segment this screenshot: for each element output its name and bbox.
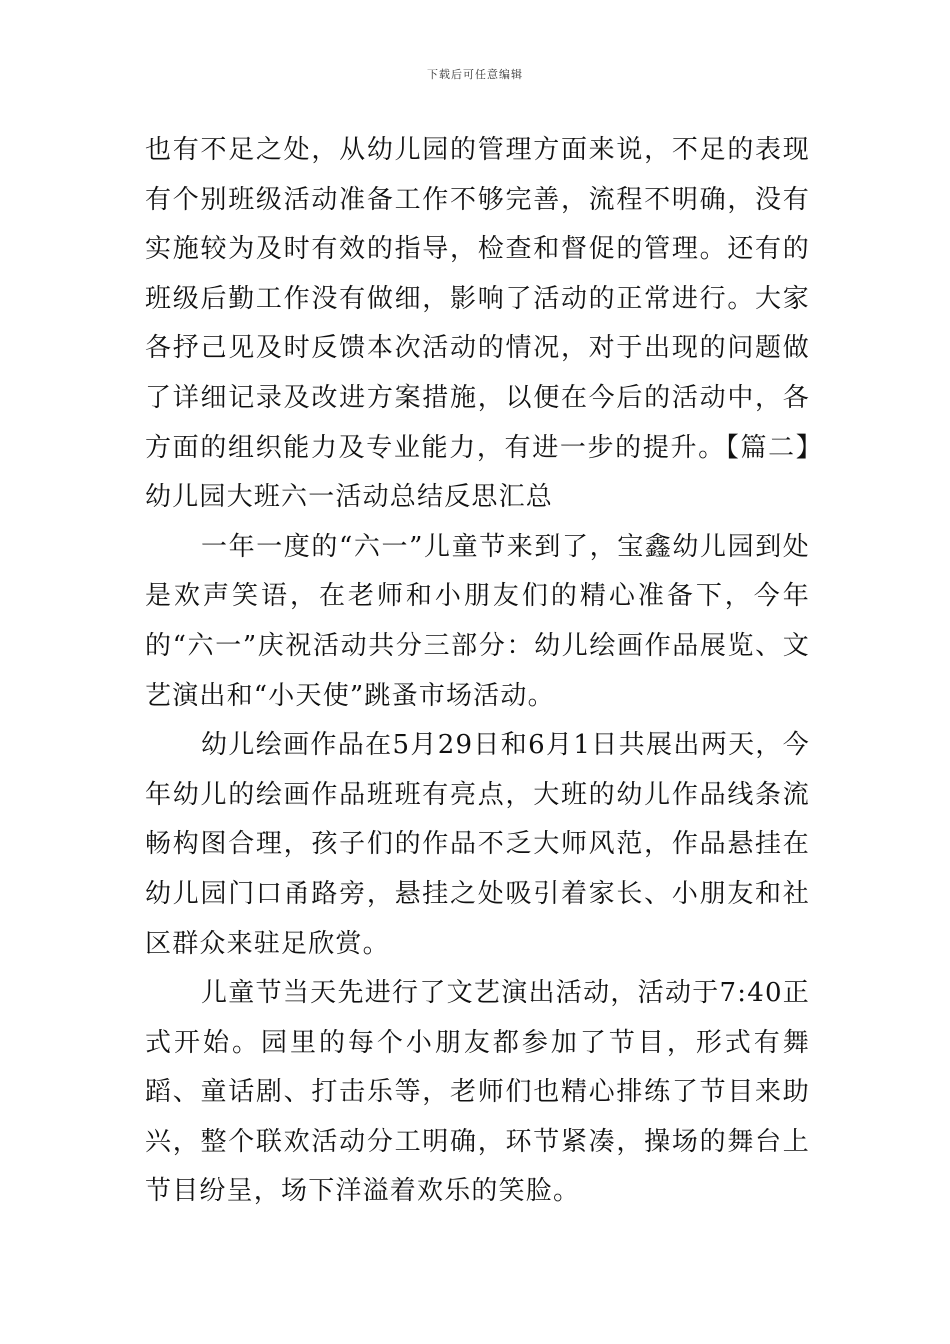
paragraph-childrens-day-intro: 一年一度的“六一”儿童节来到了，宝鑫幼儿园到处是欢声笑语，在老师和小朋友们的精心准备下，今年的“六一”庆祝活动共分三部分：幼儿绘画作品展览、文艺演出和“小天使”跳蚤市场活动。 (145, 531, 810, 711)
paragraph-art-exhibition: 幼儿绘画作品在5月29日和6月1日共展出两天，今年幼儿的绘画作品班班有亮点，大班的幼儿作品线条流畅构图合理，孩子们的作品不乏大师风范，作品悬挂在幼儿园门口甬路旁，悬挂之处吸引着家长、小朋友和社区群众来驻足欣赏。 (145, 730, 810, 959)
page-header-note: 下载后可任意编辑 (427, 68, 523, 81)
paragraph-performance: 儿童节当天先进行了文艺演出活动，活动于7:40正式开始。园里的每个小朋友都参加了节目，形式有舞蹈、童话剧、打击乐等，老师们也精心排练了节目来助兴，整个联欢活动分工明确，环节紧凑，操场的舞台上节目纷呈，场下洋溢着欢乐的笑脸。 (145, 978, 810, 1207)
paragraph-continuation: 也有不足之处，从幼儿园的管理方面来说，不足的表现有个别班级活动准备工作不够完善，流程不明确，没有实施较为及时有效的指导，检查和督促的管理。还有的班级后勤工作没有做细，影响了活动的正常进行。大家各抒己见及时反馈本次活动的情况，对于出现的问题做了详细记录及改进方案措施，以便在今后的活动中，各方面的组织能力及专业能力，有进一步的提升。【篇二】幼儿园大班六一活动总结反思汇总 (145, 135, 810, 513)
document-body (145, 126, 810, 1217)
